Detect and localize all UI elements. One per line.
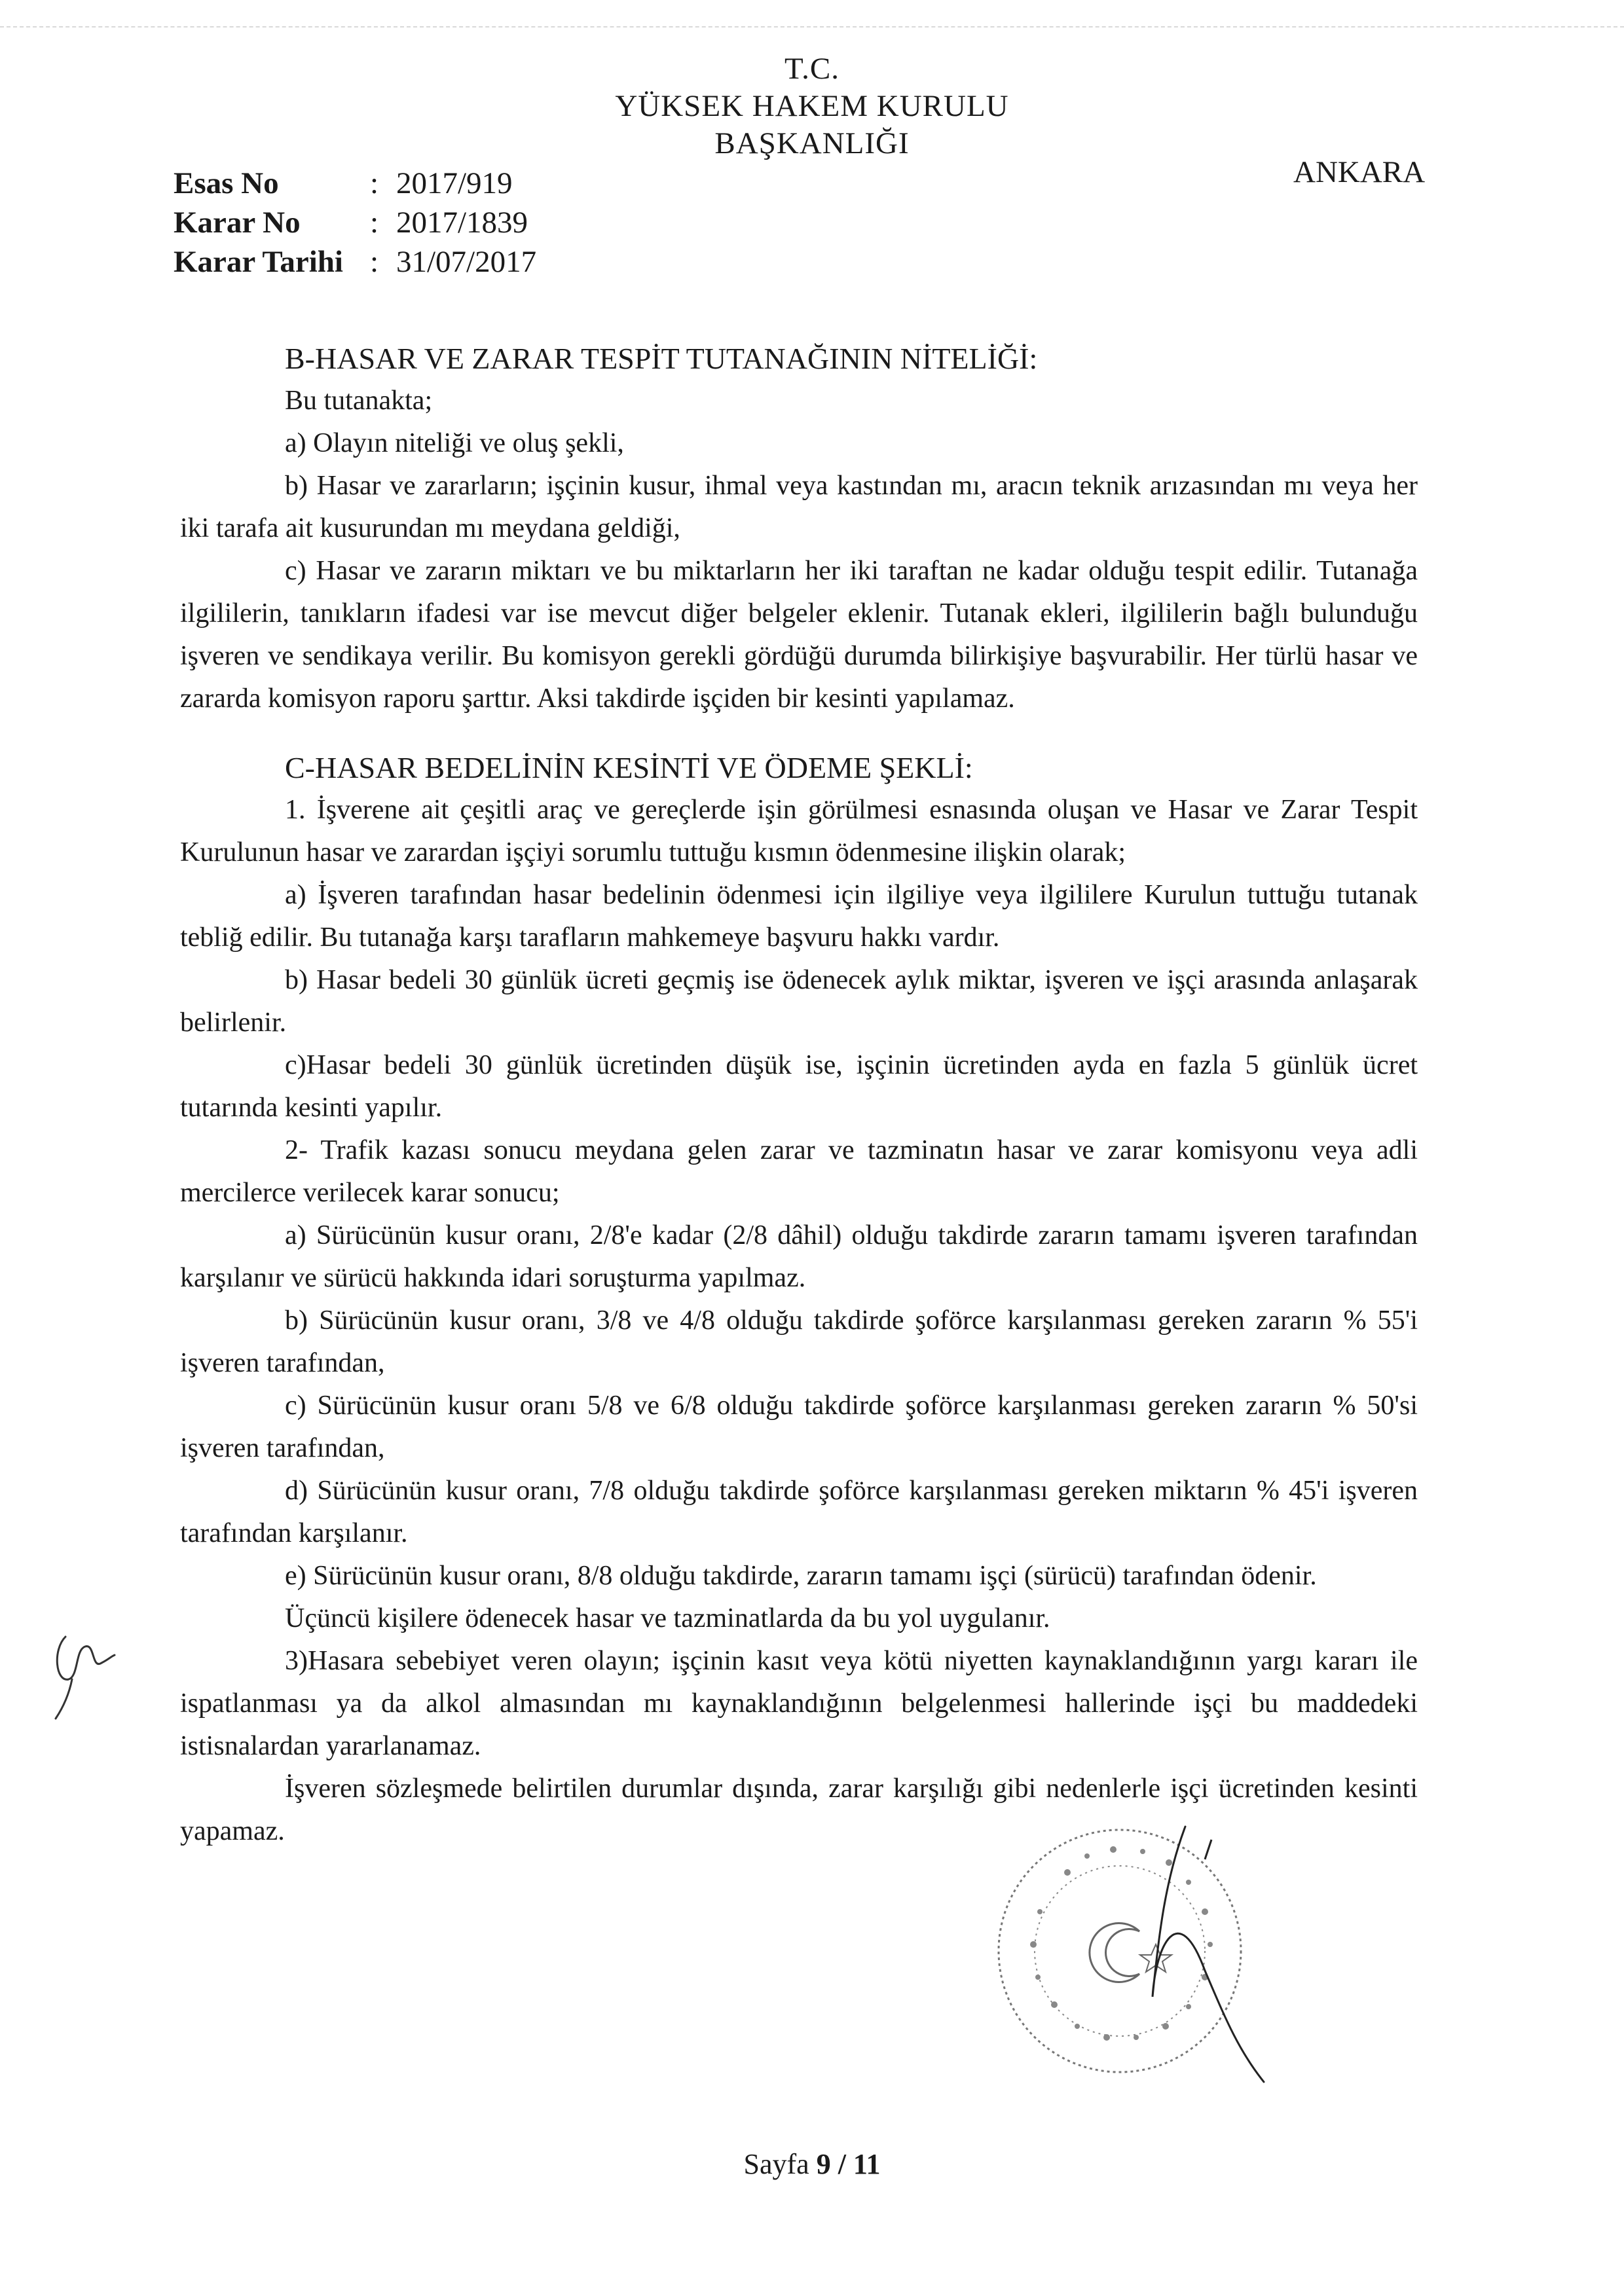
header-institution: YÜKSEK HAKEM KURULU <box>615 89 1009 123</box>
section-b-intro: Bu tutanakta; <box>285 386 433 416</box>
official-seal-icon <box>989 1800 1277 2088</box>
header-tc: T.C. <box>784 52 840 86</box>
section-c-item-1c: c)Hasar bedeli 30 günlük ücretinden düşük ise, işçinin ücretinden ayda en fazla 5 günlük ücret tutarında kesinti yapılır. <box>180 1050 1418 1123</box>
section-c-item-2: 2- Trafik kazası sonucu meydana gelen zarar ve tazminatın hasar ve zarar komisyonu veya adli mercilerce verilecek karar sonucu; <box>180 1135 1418 1208</box>
case-meta <box>174 164 536 282</box>
page-footer <box>0 2147 1624 2181</box>
handwritten-initial-icon <box>39 1624 118 1722</box>
separator: : <box>370 245 379 279</box>
karar-label: Karar No <box>174 206 301 240</box>
esas-label: Esas No <box>174 166 279 200</box>
section-c-item-2e: e) Sürücünün kusur oranı, 8/8 olduğu takdirde, zararın tamamı işçi (sürücü) tarafından ödenir. <box>285 1561 1317 1591</box>
section-c-closing: İşveren sözleşmede belirtilen durumlar dışında, zarar karşılığı gibi nedenlerle işçi ücretinden kesinti yapamaz. <box>180 1774 1418 1846</box>
page-number: 9 / 11 <box>816 2148 881 2180</box>
section-b-item-b: b) Hasar ve zararların; işçinin kusur, ihmal veya kastından mı, aracın teknik arızasından mı veya her iki tarafa ait kusurundan mı meydana geldiği, <box>180 471 1418 543</box>
scan-edge-line <box>0 26 1624 29</box>
section-gap <box>180 720 1418 746</box>
section-c-item-2b: b) Sürücünün kusur oranı, 3/8 ve 4/8 olduğu takdirde şoförce karşılanması gereken zararın % 55'i işveren tarafından, <box>180 1305 1418 1378</box>
tarih-row <box>174 242 536 282</box>
separator: : <box>370 206 379 240</box>
section-c-item-2c: c) Sürücünün kusur oranı 5/8 ve 6/8 olduğu takdirde şoförce karşılanması gereken zararın % 50'si işveren tarafından, <box>180 1391 1418 1463</box>
section-c-item-1: 1. İşverene ait çeşitli araç ve gereçlerde işin görülmesi esnasında oluşan ve Hasar ve Zarar Tespit Kurulunun hasar ve zarardan işçiyi sorumlu tuttuğu kısmın ödenmesine ilişkin olarak; <box>180 795 1418 867</box>
page-prefix: Sayfa <box>743 2148 809 2180</box>
esas-row <box>174 164 536 203</box>
section-b-item-c: c) Hasar ve zararın miktarı ve bu miktarların her iki taraftan ne kadar olduğu tespit edilir. Tutanağa ilgililerin, tanıkların ifadesi var ise mevcut diğer belgeler eklenir. Tutanak ekleri, ilgililerin bağlı bulunduğu işveren ve sendikaya verilir. Bu komisyon gerekli gördüğü durumda bilirkişiye başvurabilir. Her türlü hasar ve zararda komisyon raporu şarttır. Aksi takdirde işçiden bir kesinti yapılamaz. <box>180 556 1418 714</box>
section-c-item-1b: b) Hasar bedeli 30 günlük ücreti geçmiş ise ödenecek aylık miktar, işveren ve işçi arasında anlaşarak belirlenir. <box>180 965 1418 1038</box>
section-c-item-3: 3)Hasara sebebiyet veren olayın; işçinin kasıt veya kötü niyetten kaynaklandığının yargı kararı ile ispatlanması ya da alkol almasından mı kaynaklandığının belgelenmesi hallerinde işçi bu maddedeki istisnalardan yararlanamaz. <box>180 1646 1418 1761</box>
karar-row <box>174 203 536 242</box>
city: ANKARA <box>1293 155 1426 189</box>
document-body <box>180 337 1418 1853</box>
section-c-item-2a: a) Sürücünün kusur oranı, 2/8'e kadar (2/8 dâhil) olduğu takdirde zararın tamamı işveren tarafından karşılanır ve sürücü hakkında idari soruşturma yapılmaz. <box>180 1220 1418 1293</box>
section-c-item-2d: d) Sürücünün kusur oranı, 7/8 olduğu takdirde şoförce karşılanması gereken miktarın % 45'i işveren tarafından karşılanır. <box>180 1476 1418 1548</box>
section-c-third-party: Üçüncü kişilere ödenecek hasar ve tazminatlarda da bu yol uygulanır. <box>285 1603 1050 1633</box>
karar-value: 2017/1839 <box>396 206 528 240</box>
header-department: BAŞKANLIĞI <box>714 126 910 160</box>
section-b-title: B-HASAR VE ZARAR TESPİT TUTANAĞININ NİTELİĞİ: <box>285 342 1038 375</box>
section-b-item-a: a) Olayın niteliği ve oluş şekli, <box>285 428 624 458</box>
esas-value: 2017/919 <box>396 166 513 200</box>
separator: : <box>370 166 379 200</box>
tarih-label: Karar Tarihi <box>174 245 343 279</box>
tarih-value: 31/07/2017 <box>396 245 537 279</box>
section-c-title: C-HASAR BEDELİNİN KESİNTİ VE ÖDEME ŞEKLİ: <box>285 751 973 784</box>
section-c-item-1a: a) İşveren tarafından hasar bedelinin ödenmesi için ilgiliye veya ilgililere Kurulun tuttuğu tutanak tebliğ edilir. Bu tutanağa karşı tarafların mahkemeye başvuru hakkı vardır. <box>180 880 1418 953</box>
